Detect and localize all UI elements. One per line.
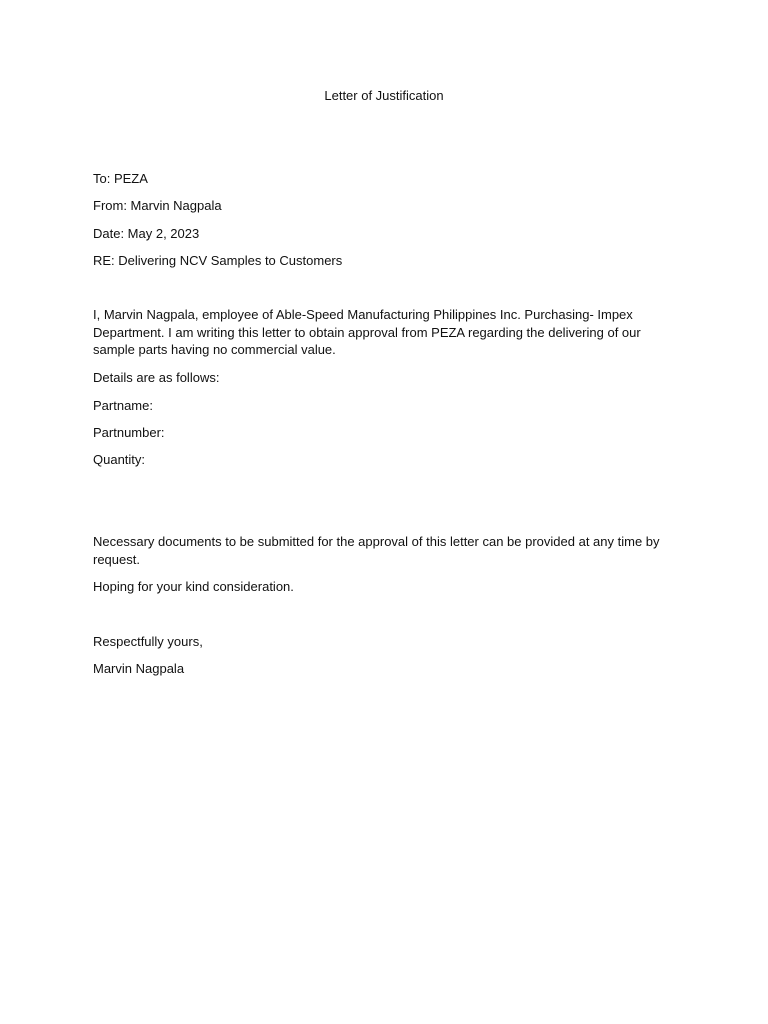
partname-label: Partname:: [93, 398, 153, 413]
header-from: From: Marvin Nagpala: [93, 198, 222, 213]
documents-paragraph: Necessary documents to be submitted for the approval of this letter can be provided at any time by request.: [93, 534, 660, 567]
header-re: RE: Delivering NCV Samples to Customers: [93, 253, 343, 268]
header-date: Date: May 2, 2023: [93, 226, 200, 241]
details-intro: Details are as follows:: [93, 370, 220, 385]
signature-name: Marvin Nagpala: [93, 661, 185, 676]
hoping-paragraph: Hoping for your kind consideration.: [93, 579, 294, 594]
valediction: Respectfully yours,: [93, 634, 203, 649]
body-intro-paragraph: I, Marvin Nagpala, employee of Able-Speed Manufacturing Philippines Inc. Purchasing- Impex Department. I am writing this letter to obtain approval from PEZA regarding the delivering of our sample parts having no commercial value.: [93, 307, 641, 357]
letter-title: Letter of Justification: [324, 88, 444, 103]
quantity-label: Quantity:: [93, 452, 146, 467]
header-to: To: PEZA: [93, 171, 148, 186]
partnumber-label: Partnumber:: [93, 425, 165, 440]
